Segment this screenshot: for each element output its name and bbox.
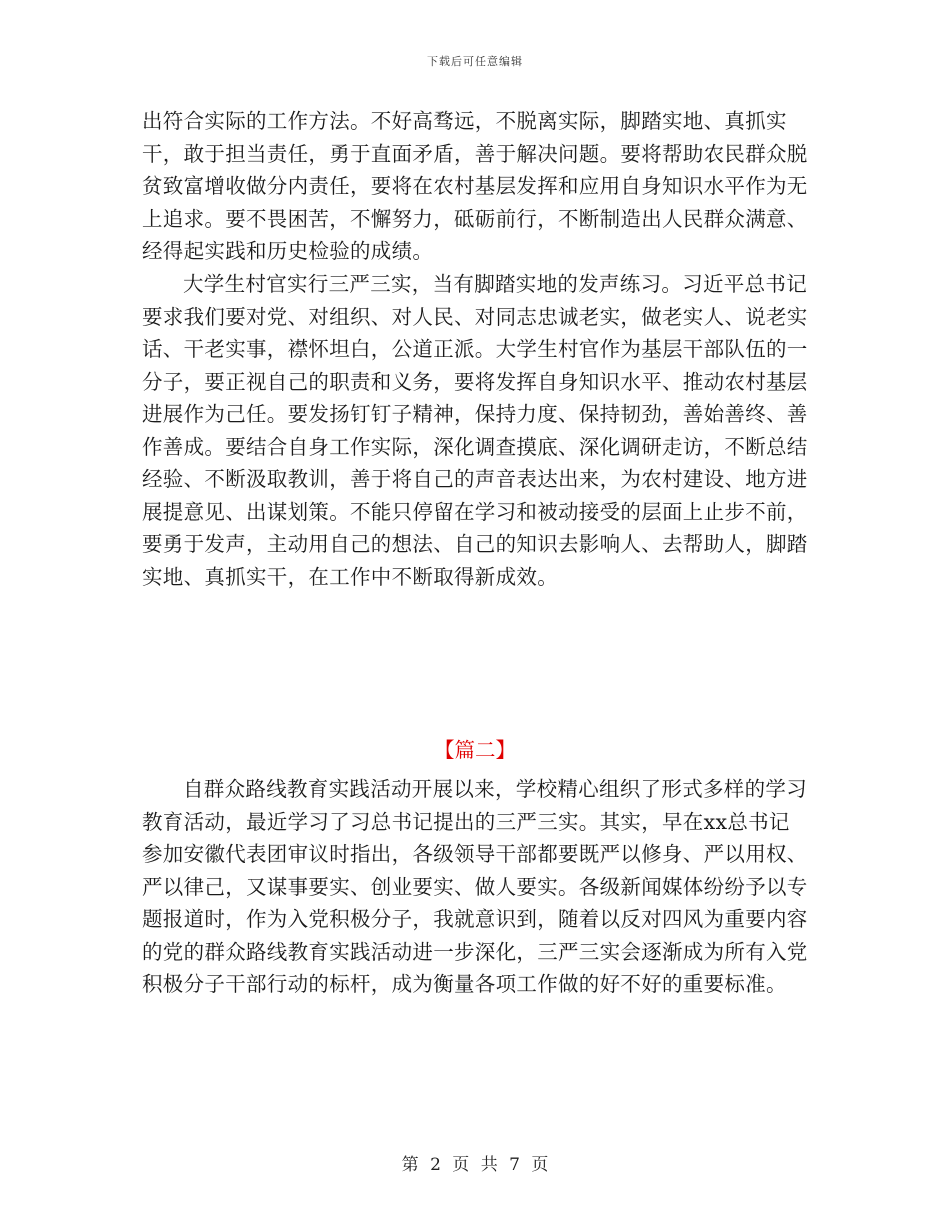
page-header: 下载后可任意编辑 bbox=[427, 55, 523, 68]
paragraph-1: 出符合实际的工作方法。不好高骛远，不脱离实际，脚踏实地、真抓实干，敢于担当责任，勇于直面矛盾，善于解决问题。要将帮助农民群众脱贫致富增收做分内责任，要将在农村基层发挥和应用自身知识水平作为无上追求。要不畏困苦，不懈努力，砥砺前行，不断制造出人民群众满意、经得起实践和历史检验的成绩。 bbox=[142, 109, 808, 263]
page-number-footer: 第 2 页 共 7 页 bbox=[401, 1155, 549, 1175]
paragraph-2: 大学生村官实行三严三实，当有脚踏实地的发声练习。习近平总书记要求我们要对党、对组织、对人民、对同志忠诚老实，做老实人、说老实话、干老实事，襟怀坦白，公道正派。大学生村官作为基层干部队伍的一分子，要正视自己的职责和义务，要将发挥自身知识水平、推动农村基层进展作为己任。要发扬钉钉子精神，保持力度、保持韧劲，善始善终、善作善成。要结合自身工作实际，深化调查摸底、深化调研走访，不断总结经验、不断汲取教训，善于将自己的声音表达出来，为农村建设、地方进展提意见、出谋划策。不能只停留在学习和被动接受的层面上止步不前，要勇于发声，主动用自己的想法、自己的知识去影响人、去帮助人，脚踏实地、真抓实干，在工作中不断取得新成效。 bbox=[142, 272, 808, 589]
paragraph-3: 自群众路线教育实践活动开展以来，学校精心组织了形式多样的学习教育活动，最近学习了习总书记提出的三严三实。其实，早在xx总书记参加安徽代表团审议时指出，各级领导干部都要既严以修身、严以用权、严以律己，又谋事要实、创业要实、做人要实。各级新闻媒体纷纷予以专题报道时，作为入党积极分子，我就意识到，随着以反对四风为重要内容的党的群众路线教育实践活动进一步深化，三严三实会逐渐成为所有入党积极分子干部行动的标杆，成为衡量各项工作做的好不好的重要标准。 bbox=[142, 777, 808, 996]
section-heading: 【篇二】 bbox=[434, 738, 516, 762]
